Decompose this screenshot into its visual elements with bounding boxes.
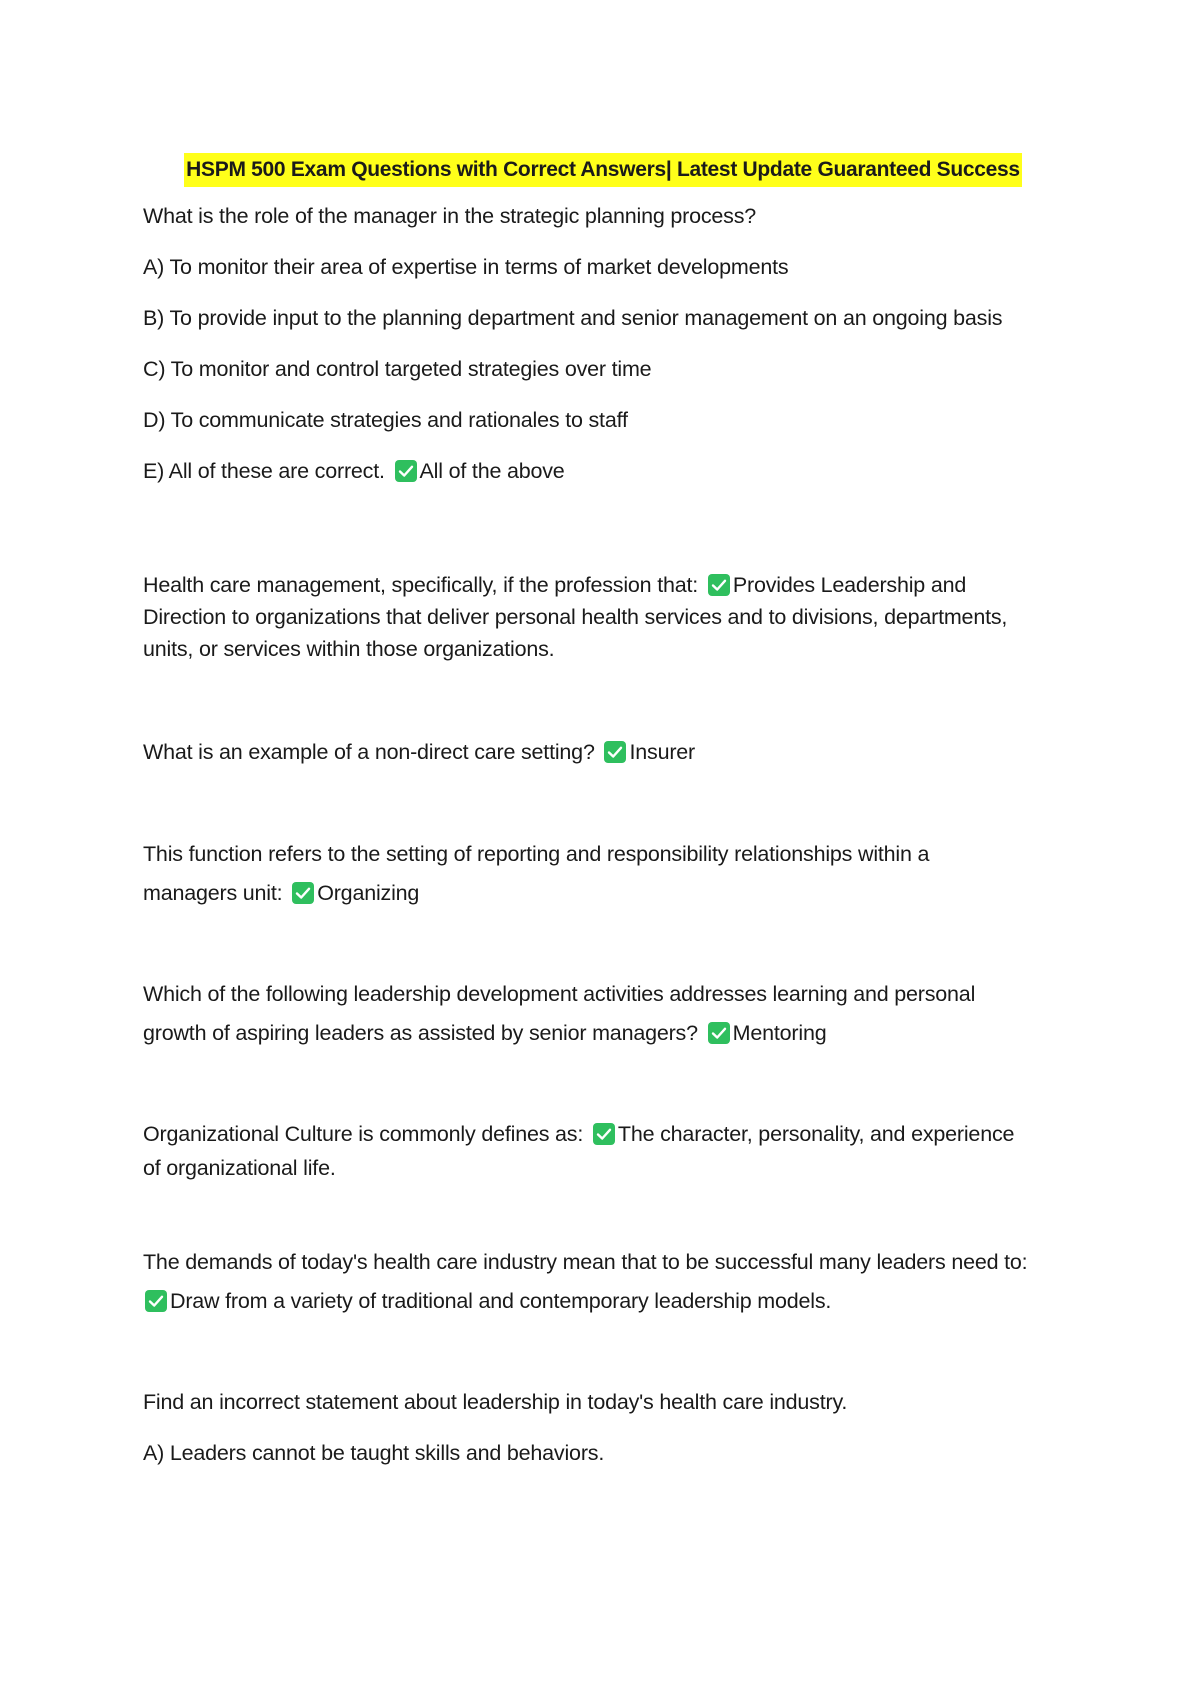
question-4-text-line1: This function refers to the setting of reporting and responsibility relationships within a (143, 842, 930, 866)
question-7 (143, 1243, 1063, 1321)
question-8: Find an incorrect statement about leadership in today's health care industry. (143, 1390, 848, 1414)
question-6-text: Organizational Culture is commonly defines as: (143, 1122, 584, 1146)
check-mark-icon (145, 1290, 167, 1312)
question-2-answer-line2: Direction to organizations that deliver personal health services and to divisions, departments, (143, 605, 1008, 629)
question-2-answer-start: Provides Leadership and (732, 573, 967, 597)
question-5-answer: Mentoring (732, 1021, 827, 1045)
question-5-text-line2: growth of aspiring leaders as assisted by senior managers? (143, 1021, 698, 1045)
question-2-text: Health care management, specifically, if the profession that: (143, 573, 699, 597)
question-4-text-line2: managers unit: (143, 881, 283, 905)
question-8-option-a: A) Leaders cannot be taught skills and behaviors. (143, 1441, 605, 1465)
question-3-text: What is an example of a non-direct care setting? (143, 740, 595, 764)
question-1-option-d: D) To communicate strategies and rationales to staff (143, 408, 628, 432)
question-7-text: The demands of today's health care industry mean that to be successful many leaders need to: (143, 1250, 1028, 1274)
document-content (143, 152, 1063, 1487)
question-4-answer: Organizing (317, 881, 420, 905)
question-1-answer: All of the above (419, 459, 565, 483)
check-mark-icon (708, 1022, 730, 1044)
spacer (143, 505, 1063, 569)
title-wrapper (143, 152, 1063, 187)
spacer (143, 665, 1063, 735)
check-mark-icon (292, 882, 314, 904)
question-4 (143, 835, 1063, 913)
spacer (143, 1185, 1063, 1243)
spacer (143, 913, 1063, 975)
question-1-option-e (143, 454, 1063, 488)
spacer (143, 1321, 1063, 1385)
spacer (143, 1053, 1063, 1117)
question-7-answer: Draw from a variety of traditional and contemporary leadership models. (170, 1289, 832, 1313)
question-1-option-e-text: E) All of these are correct. (143, 459, 385, 483)
question-2-answer-line3: units, or services within those organizations. (143, 637, 555, 661)
question-5-text-line1: Which of the following leadership development activities addresses learning and personal (143, 982, 976, 1006)
question-2 (143, 569, 1063, 665)
spacer (143, 769, 1063, 835)
question-6 (143, 1117, 1063, 1185)
question-3 (143, 735, 1063, 769)
question-6-answer-line1: The character, personality, and experience (617, 1122, 1015, 1146)
question-1: What is the role of the manager in the strategic planning process? (143, 204, 757, 228)
question-3-answer: Insurer (629, 740, 695, 764)
check-mark-icon (593, 1123, 615, 1145)
check-mark-icon (708, 574, 730, 596)
question-6-answer-line2: of organizational life. (143, 1156, 336, 1180)
question-1-option-b: B) To provide input to the planning department and senior management on an ongoing basis (143, 306, 1003, 330)
check-mark-icon (395, 460, 417, 482)
check-mark-icon (604, 741, 626, 763)
question-1-option-a: A) To monitor their area of expertise in terms of market developments (143, 255, 789, 279)
question-1-option-c: C) To monitor and control targeted strategies over time (143, 357, 652, 381)
question-5 (143, 975, 1063, 1053)
document-title: HSPM 500 Exam Questions with Correct Answers| Latest Update Guaranteed Success (184, 153, 1022, 187)
